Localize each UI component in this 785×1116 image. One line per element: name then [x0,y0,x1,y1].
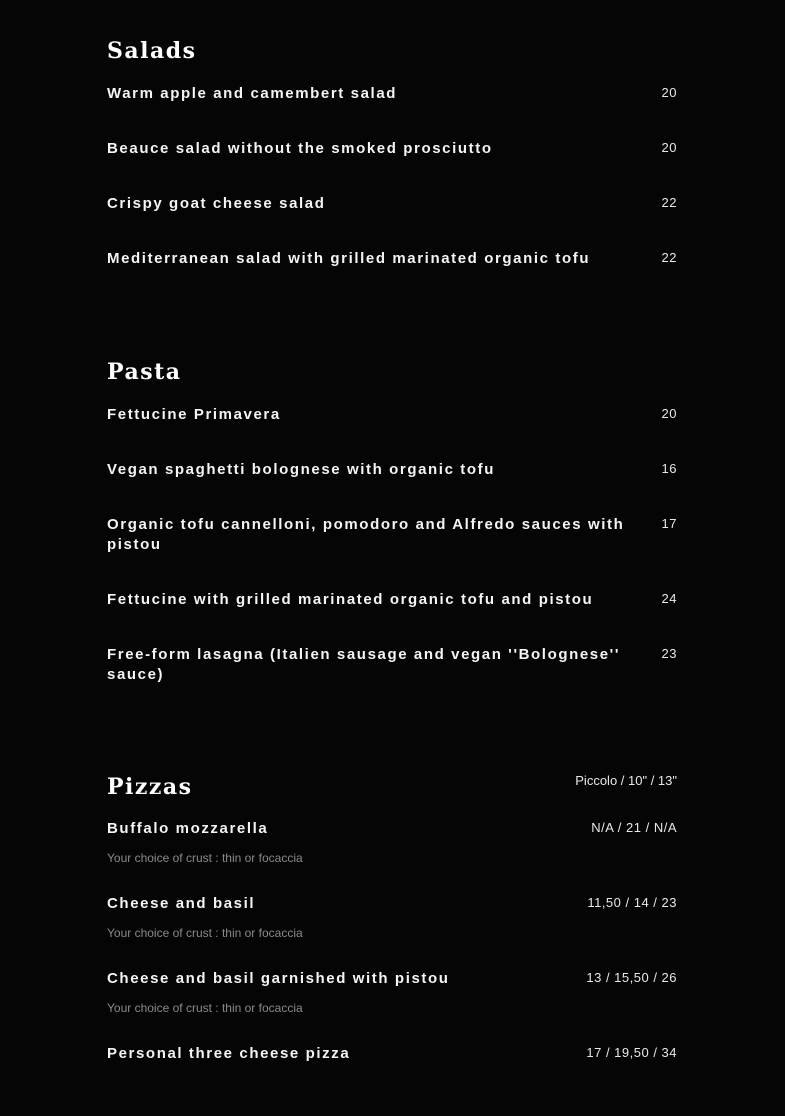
menu-item-name: Beauce salad without the smoked prosciutto [107,140,493,157]
pasta-header [107,358,677,386]
menu-item-name: Crispy goat cheese salad [107,195,326,212]
pasta-items [107,405,677,685]
menu-item-price: 13 / 15,50 / 26 [586,970,677,985]
menu-item-price: 16 [661,461,677,476]
menu-item-price: 23 [661,646,677,661]
menu-item[interactable] [107,969,677,1016]
menu-item[interactable] [107,894,677,941]
menu-item-price: 17 / 19,50 / 34 [586,1045,677,1060]
menu-item-name: Free-form lasagna (Italien sausage and vegan ''Bolognese'' sauce) [107,646,621,683]
menu-item-price: 22 [661,195,677,210]
menu-item-name: Fettucine with grilled marinated organic tofu and pistou [107,591,594,608]
pizzas-section [107,773,677,1064]
menu-item-price: 24 [661,591,677,606]
menu-item-name: Personal three cheese pizza [107,1045,351,1062]
menu-item[interactable] [107,405,677,425]
menu-item-price: 22 [661,250,677,265]
menu-item-description: Your choice of crust : thin or focaccia [107,851,303,865]
salads-items [107,84,677,269]
menu-item[interactable] [107,194,677,214]
menu-item-name: Fettucine Primavera [107,406,281,423]
menu-item-price: 20 [661,85,677,100]
menu-item[interactable] [107,515,677,555]
menu-item[interactable] [107,249,677,269]
menu-item[interactable] [107,645,677,685]
menu-item-price: 11,50 / 14 / 23 [587,895,677,910]
pizzas-header [107,773,677,801]
salads-header [107,37,677,65]
menu-item[interactable] [107,819,677,866]
menu-item-price: N/A / 21 / N/A [591,820,677,835]
menu-item-name: Warm apple and camembert salad [107,85,398,102]
menu-item-name: Organic tofu cannelloni, pomodoro and Alfredo sauces with pistou [107,516,625,553]
menu-item-name: Cheese and basil garnished with pistou [107,970,450,987]
section-title-pasta: Pasta [107,359,182,385]
menu-item-description: Your choice of crust : thin or focaccia [107,1001,303,1015]
menu-item-description: Your choice of crust : thin or focaccia [107,926,303,940]
menu-item-price: 17 [661,516,677,531]
menu-item[interactable] [107,590,677,610]
menu-item-name: Vegan spaghetti bolognese with organic tofu [107,461,495,478]
menu-item[interactable] [107,84,677,104]
menu-item[interactable] [107,139,677,159]
menu-item-name: Buffalo mozzarella [107,820,269,837]
pasta-section [107,358,677,685]
menu-item-name: Cheese and basil [107,895,256,912]
menu-item-price: 20 [661,140,677,155]
section-title-salads: Salads [107,38,197,64]
pizzas-items [107,819,677,1064]
menu-item[interactable] [107,460,677,480]
section-title-pizzas: Pizzas [107,774,193,800]
menu-item[interactable] [107,1044,677,1064]
menu-item-price: 20 [661,406,677,421]
pizza-sizes-note: Piccolo / 10" / 13" [575,773,677,788]
salads-section [107,37,677,269]
menu-item-name: Mediterranean salad with grilled marinated organic tofu [107,250,591,267]
